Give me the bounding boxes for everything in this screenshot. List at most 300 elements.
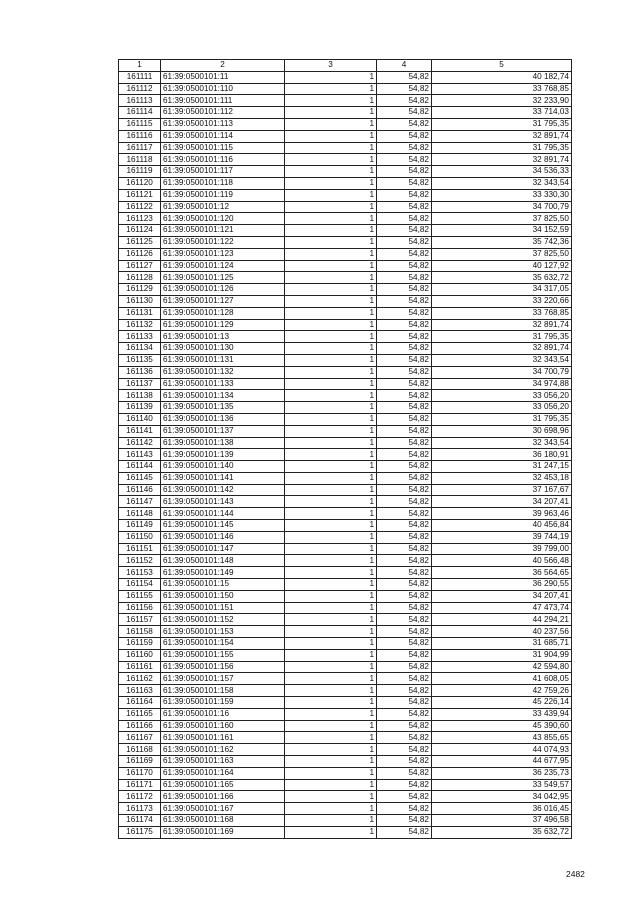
page-number: 2482 bbox=[566, 869, 585, 879]
table-cell-col5: 30 698,96 bbox=[432, 425, 572, 437]
data-table-container bbox=[118, 59, 572, 839]
table-row bbox=[119, 555, 572, 567]
table-cell-col2: 61:39:0500101:11 bbox=[161, 71, 285, 83]
table-cell-col1: 161126 bbox=[119, 248, 161, 260]
table-cell-col5: 44 677,95 bbox=[432, 756, 572, 768]
table-cell-col5: 32 343,54 bbox=[432, 354, 572, 366]
table-cell-col5: 45 390,60 bbox=[432, 720, 572, 732]
table-cell-col4: 54,82 bbox=[377, 720, 432, 732]
table-cell-col4: 54,82 bbox=[377, 602, 432, 614]
table-cell-col1: 161121 bbox=[119, 189, 161, 201]
table-cell-col5: 31 685,71 bbox=[432, 638, 572, 650]
table-cell-col2: 61:39:0500101:137 bbox=[161, 425, 285, 437]
table-cell-col1: 161131 bbox=[119, 307, 161, 319]
table-row bbox=[119, 531, 572, 543]
table-row bbox=[119, 520, 572, 532]
table-cell-col2: 61:39:0500101:140 bbox=[161, 461, 285, 473]
table-cell-col1: 161174 bbox=[119, 815, 161, 827]
table-cell-col4: 54,82 bbox=[377, 284, 432, 296]
table-cell-col2: 61:39:0500101:129 bbox=[161, 319, 285, 331]
table-cell-col3: 1 bbox=[285, 472, 377, 484]
table-cell-col1: 161167 bbox=[119, 732, 161, 744]
table-cell-col3: 1 bbox=[285, 142, 377, 154]
table-cell-col1: 161153 bbox=[119, 567, 161, 579]
table-row bbox=[119, 260, 572, 272]
table-row bbox=[119, 295, 572, 307]
table-cell-col1: 161164 bbox=[119, 697, 161, 709]
table-row bbox=[119, 496, 572, 508]
table-cell-col5: 40 182,74 bbox=[432, 71, 572, 83]
table-cell-col5: 40 566,48 bbox=[432, 555, 572, 567]
column-header-3: 3 bbox=[285, 60, 377, 72]
table-cell-col3: 1 bbox=[285, 756, 377, 768]
table-cell-col2: 61:39:0500101:141 bbox=[161, 472, 285, 484]
table-cell-col1: 161117 bbox=[119, 142, 161, 154]
table-cell-col1: 161160 bbox=[119, 649, 161, 661]
table-cell-col1: 161134 bbox=[119, 343, 161, 355]
table-cell-col3: 1 bbox=[285, 213, 377, 225]
table-cell-col3: 1 bbox=[285, 732, 377, 744]
table-cell-col5: 32 891,74 bbox=[432, 343, 572, 355]
table-cell-col2: 61:39:0500101:15 bbox=[161, 579, 285, 591]
table-cell-col1: 161127 bbox=[119, 260, 161, 272]
table-row bbox=[119, 614, 572, 626]
table-cell-col2: 61:39:0500101:145 bbox=[161, 520, 285, 532]
table-cell-col2: 61:39:0500101:119 bbox=[161, 189, 285, 201]
table-cell-col4: 54,82 bbox=[377, 744, 432, 756]
table-cell-col2: 61:39:0500101:126 bbox=[161, 284, 285, 296]
table-cell-col2: 61:39:0500101:149 bbox=[161, 567, 285, 579]
table-row bbox=[119, 95, 572, 107]
table-cell-col5: 31 795,35 bbox=[432, 331, 572, 343]
table-cell-col2: 61:39:0500101:131 bbox=[161, 354, 285, 366]
table-row bbox=[119, 236, 572, 248]
cadastral-table bbox=[118, 59, 572, 839]
table-cell-col3: 1 bbox=[285, 83, 377, 95]
table-row bbox=[119, 425, 572, 437]
table-cell-col4: 54,82 bbox=[377, 177, 432, 189]
table-cell-col1: 161143 bbox=[119, 449, 161, 461]
table-cell-col2: 61:39:0500101:166 bbox=[161, 791, 285, 803]
table-cell-col5: 37 825,50 bbox=[432, 248, 572, 260]
table-row bbox=[119, 791, 572, 803]
table-cell-col1: 161154 bbox=[119, 579, 161, 591]
table-cell-col2: 61:39:0500101:162 bbox=[161, 744, 285, 756]
table-cell-col4: 54,82 bbox=[377, 638, 432, 650]
table-cell-col4: 54,82 bbox=[377, 272, 432, 284]
table-cell-col3: 1 bbox=[285, 744, 377, 756]
table-cell-col5: 31 904,99 bbox=[432, 649, 572, 661]
table-cell-col3: 1 bbox=[285, 602, 377, 614]
table-cell-col1: 161152 bbox=[119, 555, 161, 567]
table-cell-col5: 42 759,26 bbox=[432, 685, 572, 697]
table-cell-col2: 61:39:0500101:144 bbox=[161, 508, 285, 520]
table-cell-col1: 161158 bbox=[119, 626, 161, 638]
table-cell-col3: 1 bbox=[285, 614, 377, 626]
table-row bbox=[119, 225, 572, 237]
table-cell-col3: 1 bbox=[285, 673, 377, 685]
table-cell-col3: 1 bbox=[285, 496, 377, 508]
table-cell-col1: 161112 bbox=[119, 83, 161, 95]
table-cell-col3: 1 bbox=[285, 201, 377, 213]
table-cell-col5: 42 594,80 bbox=[432, 661, 572, 673]
table-row bbox=[119, 767, 572, 779]
table-cell-col4: 54,82 bbox=[377, 390, 432, 402]
table-cell-col4: 54,82 bbox=[377, 484, 432, 496]
table-row bbox=[119, 815, 572, 827]
table-cell-col4: 54,82 bbox=[377, 166, 432, 178]
table-cell-col1: 161149 bbox=[119, 520, 161, 532]
table-row bbox=[119, 307, 572, 319]
table-cell-col4: 54,82 bbox=[377, 791, 432, 803]
table-cell-col3: 1 bbox=[285, 366, 377, 378]
table-cell-col1: 161137 bbox=[119, 378, 161, 390]
table-row bbox=[119, 177, 572, 189]
table-row bbox=[119, 472, 572, 484]
table-cell-col3: 1 bbox=[285, 166, 377, 178]
table-cell-col1: 161130 bbox=[119, 295, 161, 307]
table-cell-col2: 61:39:0500101:136 bbox=[161, 413, 285, 425]
table-cell-col4: 54,82 bbox=[377, 366, 432, 378]
table-cell-col3: 1 bbox=[285, 402, 377, 414]
table-cell-col5: 32 891,74 bbox=[432, 130, 572, 142]
table-cell-col3: 1 bbox=[285, 767, 377, 779]
table-cell-col5: 37 167,67 bbox=[432, 484, 572, 496]
table-cell-col1: 161123 bbox=[119, 213, 161, 225]
table-cell-col3: 1 bbox=[285, 708, 377, 720]
table-cell-col4: 54,82 bbox=[377, 142, 432, 154]
table-cell-col3: 1 bbox=[285, 331, 377, 343]
table-cell-col4: 54,82 bbox=[377, 236, 432, 248]
table-cell-col4: 54,82 bbox=[377, 343, 432, 355]
table-cell-col2: 61:39:0500101:124 bbox=[161, 260, 285, 272]
table-cell-col3: 1 bbox=[285, 225, 377, 237]
table-cell-col3: 1 bbox=[285, 425, 377, 437]
table-cell-col2: 61:39:0500101:161 bbox=[161, 732, 285, 744]
table-cell-col5: 36 235,73 bbox=[432, 767, 572, 779]
table-cell-col2: 61:39:0500101:132 bbox=[161, 366, 285, 378]
table-cell-col1: 161161 bbox=[119, 661, 161, 673]
table-cell-col2: 61:39:0500101:138 bbox=[161, 437, 285, 449]
table-row bbox=[119, 484, 572, 496]
table-cell-col4: 54,82 bbox=[377, 579, 432, 591]
table-cell-col4: 54,82 bbox=[377, 71, 432, 83]
table-cell-col3: 1 bbox=[285, 720, 377, 732]
table-cell-col1: 161145 bbox=[119, 472, 161, 484]
table-cell-col5: 32 343,54 bbox=[432, 177, 572, 189]
table-cell-col3: 1 bbox=[285, 638, 377, 650]
table-cell-col5: 31 795,35 bbox=[432, 118, 572, 130]
table-cell-col2: 61:39:0500101:151 bbox=[161, 602, 285, 614]
table-cell-col5: 36 016,45 bbox=[432, 803, 572, 815]
table-row bbox=[119, 756, 572, 768]
table-cell-col1: 161141 bbox=[119, 425, 161, 437]
table-cell-col2: 61:39:0500101:169 bbox=[161, 826, 285, 838]
table-cell-col2: 61:39:0500101:148 bbox=[161, 555, 285, 567]
table-cell-col5: 31 795,35 bbox=[432, 142, 572, 154]
table-cell-col3: 1 bbox=[285, 508, 377, 520]
table-cell-col4: 54,82 bbox=[377, 378, 432, 390]
table-cell-col1: 161138 bbox=[119, 390, 161, 402]
table-cell-col3: 1 bbox=[285, 413, 377, 425]
table-cell-col1: 161147 bbox=[119, 496, 161, 508]
table-cell-col3: 1 bbox=[285, 272, 377, 284]
table-cell-col4: 54,82 bbox=[377, 472, 432, 484]
table-cell-col1: 161115 bbox=[119, 118, 161, 130]
table-row bbox=[119, 378, 572, 390]
table-cell-col3: 1 bbox=[285, 579, 377, 591]
table-cell-col4: 54,82 bbox=[377, 95, 432, 107]
table-cell-col3: 1 bbox=[285, 130, 377, 142]
table-cell-col5: 34 207,41 bbox=[432, 590, 572, 602]
table-cell-col1: 161165 bbox=[119, 708, 161, 720]
table-cell-col1: 161146 bbox=[119, 484, 161, 496]
table-cell-col5: 34 152,59 bbox=[432, 225, 572, 237]
table-row bbox=[119, 449, 572, 461]
table-cell-col1: 161113 bbox=[119, 95, 161, 107]
table-cell-col1: 161132 bbox=[119, 319, 161, 331]
table-row bbox=[119, 331, 572, 343]
table-cell-col4: 54,82 bbox=[377, 496, 432, 508]
table-cell-col2: 61:39:0500101:154 bbox=[161, 638, 285, 650]
table-cell-col2: 61:39:0500101:157 bbox=[161, 673, 285, 685]
table-cell-col5: 32 891,74 bbox=[432, 319, 572, 331]
table-cell-col4: 54,82 bbox=[377, 449, 432, 461]
table-cell-col1: 161124 bbox=[119, 225, 161, 237]
table-row bbox=[119, 248, 572, 260]
table-row bbox=[119, 343, 572, 355]
table-cell-col4: 54,82 bbox=[377, 803, 432, 815]
table-cell-col5: 35 632,72 bbox=[432, 272, 572, 284]
table-cell-col3: 1 bbox=[285, 343, 377, 355]
table-cell-col4: 54,82 bbox=[377, 83, 432, 95]
table-cell-col5: 43 855,65 bbox=[432, 732, 572, 744]
table-row bbox=[119, 685, 572, 697]
table-cell-col3: 1 bbox=[285, 71, 377, 83]
table-cell-col2: 61:39:0500101:12 bbox=[161, 201, 285, 213]
table-cell-col1: 161168 bbox=[119, 744, 161, 756]
table-cell-col3: 1 bbox=[285, 449, 377, 461]
table-cell-col4: 54,82 bbox=[377, 130, 432, 142]
table-cell-col3: 1 bbox=[285, 567, 377, 579]
table-cell-col3: 1 bbox=[285, 626, 377, 638]
table-cell-col4: 54,82 bbox=[377, 732, 432, 744]
table-row bbox=[119, 118, 572, 130]
table-cell-col2: 61:39:0500101:116 bbox=[161, 154, 285, 166]
table-cell-col5: 34 700,79 bbox=[432, 366, 572, 378]
table-cell-col3: 1 bbox=[285, 531, 377, 543]
table-cell-col4: 54,82 bbox=[377, 767, 432, 779]
table-cell-col1: 161169 bbox=[119, 756, 161, 768]
table-cell-col2: 61:39:0500101:114 bbox=[161, 130, 285, 142]
table-row bbox=[119, 708, 572, 720]
table-cell-col3: 1 bbox=[285, 815, 377, 827]
table-cell-col3: 1 bbox=[285, 95, 377, 107]
table-cell-col3: 1 bbox=[285, 378, 377, 390]
table-cell-col4: 54,82 bbox=[377, 661, 432, 673]
table-cell-col5: 33 439,94 bbox=[432, 708, 572, 720]
table-cell-col5: 40 127,92 bbox=[432, 260, 572, 272]
table-cell-col5: 33 768,85 bbox=[432, 83, 572, 95]
table-row bbox=[119, 413, 572, 425]
table-cell-col1: 161162 bbox=[119, 673, 161, 685]
table-cell-col3: 1 bbox=[285, 154, 377, 166]
table-cell-col5: 33 056,20 bbox=[432, 402, 572, 414]
table-cell-col4: 54,82 bbox=[377, 543, 432, 555]
table-cell-col1: 161119 bbox=[119, 166, 161, 178]
table-cell-col3: 1 bbox=[285, 284, 377, 296]
table-row bbox=[119, 390, 572, 402]
table-cell-col2: 61:39:0500101:147 bbox=[161, 543, 285, 555]
table-cell-col2: 61:39:0500101:110 bbox=[161, 83, 285, 95]
table-cell-col1: 161122 bbox=[119, 201, 161, 213]
table-cell-col1: 161175 bbox=[119, 826, 161, 838]
table-cell-col4: 54,82 bbox=[377, 626, 432, 638]
table-cell-col5: 47 473,74 bbox=[432, 602, 572, 614]
table-cell-col4: 54,82 bbox=[377, 225, 432, 237]
table-cell-col1: 161136 bbox=[119, 366, 161, 378]
table-cell-col5: 34 317,05 bbox=[432, 284, 572, 296]
table-row bbox=[119, 71, 572, 83]
table-cell-col4: 54,82 bbox=[377, 248, 432, 260]
column-header-4: 4 bbox=[377, 60, 432, 72]
table-cell-col1: 161128 bbox=[119, 272, 161, 284]
table-cell-col3: 1 bbox=[285, 437, 377, 449]
table-row bbox=[119, 166, 572, 178]
table-row bbox=[119, 354, 572, 366]
table-cell-col4: 54,82 bbox=[377, 567, 432, 579]
table-cell-col4: 54,82 bbox=[377, 295, 432, 307]
table-row bbox=[119, 508, 572, 520]
table-cell-col4: 54,82 bbox=[377, 319, 432, 331]
table-cell-col1: 161120 bbox=[119, 177, 161, 189]
table-cell-col4: 54,82 bbox=[377, 815, 432, 827]
table-cell-col1: 161150 bbox=[119, 531, 161, 543]
table-cell-col4: 54,82 bbox=[377, 826, 432, 838]
table-cell-col2: 61:39:0500101:123 bbox=[161, 248, 285, 260]
table-cell-col5: 35 742,36 bbox=[432, 236, 572, 248]
table-cell-col5: 31 795,35 bbox=[432, 413, 572, 425]
table-cell-col4: 54,82 bbox=[377, 697, 432, 709]
table-cell-col2: 61:39:0500101:133 bbox=[161, 378, 285, 390]
table-cell-col3: 1 bbox=[285, 390, 377, 402]
table-cell-col4: 54,82 bbox=[377, 402, 432, 414]
table-cell-col3: 1 bbox=[285, 236, 377, 248]
table-cell-col3: 1 bbox=[285, 779, 377, 791]
table-cell-col4: 54,82 bbox=[377, 437, 432, 449]
table-cell-col5: 34 536,33 bbox=[432, 166, 572, 178]
table-row bbox=[119, 744, 572, 756]
table-cell-col5: 32 453,18 bbox=[432, 472, 572, 484]
table-row bbox=[119, 461, 572, 473]
table-cell-col3: 1 bbox=[285, 461, 377, 473]
table-cell-col2: 61:39:0500101:158 bbox=[161, 685, 285, 697]
table-cell-col3: 1 bbox=[285, 189, 377, 201]
table-cell-col1: 161135 bbox=[119, 354, 161, 366]
table-row bbox=[119, 803, 572, 815]
table-cell-col5: 39 799,00 bbox=[432, 543, 572, 555]
table-cell-col3: 1 bbox=[285, 543, 377, 555]
table-cell-col4: 54,82 bbox=[377, 508, 432, 520]
table-cell-col5: 33 549,57 bbox=[432, 779, 572, 791]
table-cell-col1: 161156 bbox=[119, 602, 161, 614]
table-cell-col5: 39 744,19 bbox=[432, 531, 572, 543]
table-cell-col1: 161151 bbox=[119, 543, 161, 555]
table-cell-col3: 1 bbox=[285, 520, 377, 532]
table-cell-col3: 1 bbox=[285, 555, 377, 567]
table-cell-col4: 54,82 bbox=[377, 520, 432, 532]
table-cell-col2: 61:39:0500101:117 bbox=[161, 166, 285, 178]
table-cell-col1: 161166 bbox=[119, 720, 161, 732]
table-cell-col5: 34 700,79 bbox=[432, 201, 572, 213]
table-cell-col2: 61:39:0500101:16 bbox=[161, 708, 285, 720]
table-cell-col4: 54,82 bbox=[377, 189, 432, 201]
table-cell-col1: 161148 bbox=[119, 508, 161, 520]
table-cell-col3: 1 bbox=[285, 803, 377, 815]
table-row bbox=[119, 437, 572, 449]
table-cell-col1: 161140 bbox=[119, 413, 161, 425]
table-cell-col2: 61:39:0500101:146 bbox=[161, 531, 285, 543]
table-cell-col4: 54,82 bbox=[377, 555, 432, 567]
table-row bbox=[119, 543, 572, 555]
table-cell-col5: 36 290,55 bbox=[432, 579, 572, 591]
table-cell-col5: 44 074,93 bbox=[432, 744, 572, 756]
table-cell-col5: 36 564,65 bbox=[432, 567, 572, 579]
table-cell-col4: 54,82 bbox=[377, 201, 432, 213]
table-cell-col4: 54,82 bbox=[377, 649, 432, 661]
table-cell-col1: 161155 bbox=[119, 590, 161, 602]
table-row bbox=[119, 579, 572, 591]
table-cell-col3: 1 bbox=[285, 826, 377, 838]
table-row bbox=[119, 720, 572, 732]
table-cell-col5: 39 963,46 bbox=[432, 508, 572, 520]
table-cell-col3: 1 bbox=[285, 697, 377, 709]
table-cell-col2: 61:39:0500101:125 bbox=[161, 272, 285, 284]
table-cell-col5: 40 456,84 bbox=[432, 520, 572, 532]
table-cell-col2: 61:39:0500101:122 bbox=[161, 236, 285, 248]
table-cell-col2: 61:39:0500101:164 bbox=[161, 767, 285, 779]
table-cell-col4: 54,82 bbox=[377, 708, 432, 720]
table-cell-col4: 54,82 bbox=[377, 354, 432, 366]
table-cell-col4: 54,82 bbox=[377, 413, 432, 425]
table-cell-col2: 61:39:0500101:121 bbox=[161, 225, 285, 237]
table-cell-col1: 161171 bbox=[119, 779, 161, 791]
table-cell-col1: 161116 bbox=[119, 130, 161, 142]
table-cell-col5: 33 768,85 bbox=[432, 307, 572, 319]
table-cell-col2: 61:39:0500101:120 bbox=[161, 213, 285, 225]
table-cell-col2: 61:39:0500101:112 bbox=[161, 107, 285, 119]
table-row bbox=[119, 402, 572, 414]
table-row bbox=[119, 142, 572, 154]
table-cell-col2: 61:39:0500101:155 bbox=[161, 649, 285, 661]
table-cell-col2: 61:39:0500101:127 bbox=[161, 295, 285, 307]
table-cell-col5: 36 180,91 bbox=[432, 449, 572, 461]
table-cell-col5: 33 220,66 bbox=[432, 295, 572, 307]
table-cell-col2: 61:39:0500101:130 bbox=[161, 343, 285, 355]
table-cell-col4: 54,82 bbox=[377, 331, 432, 343]
table-row bbox=[119, 154, 572, 166]
table-cell-col2: 61:39:0500101:113 bbox=[161, 118, 285, 130]
table-cell-col1: 161173 bbox=[119, 803, 161, 815]
table-cell-col5: 44 294,21 bbox=[432, 614, 572, 626]
table-cell-col1: 161144 bbox=[119, 461, 161, 473]
table-cell-col1: 161125 bbox=[119, 236, 161, 248]
column-header-2: 2 bbox=[161, 60, 285, 72]
table-cell-col2: 61:39:0500101:139 bbox=[161, 449, 285, 461]
table-cell-col1: 161172 bbox=[119, 791, 161, 803]
table-cell-col4: 54,82 bbox=[377, 531, 432, 543]
table-cell-col2: 61:39:0500101:142 bbox=[161, 484, 285, 496]
